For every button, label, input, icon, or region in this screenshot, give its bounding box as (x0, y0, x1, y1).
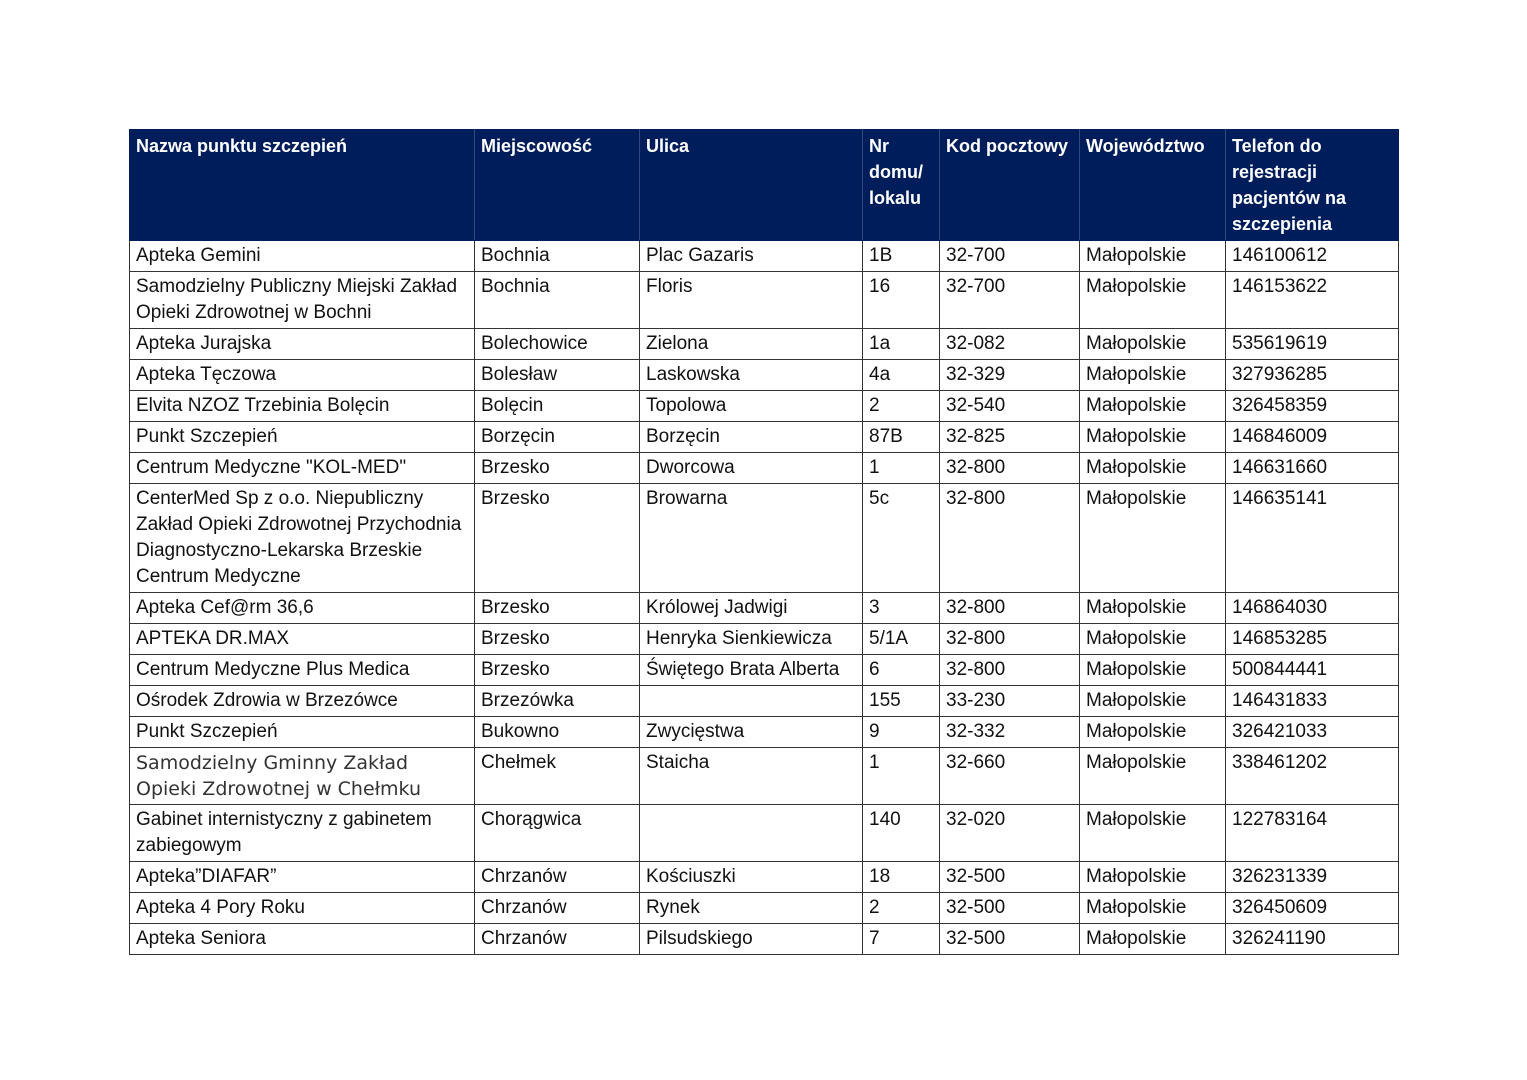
cell-wojewodztwo: Małopolskie (1080, 484, 1226, 593)
table-row (130, 624, 1399, 655)
cell-miejscowosc: Bolesław (475, 360, 640, 391)
cell-nazwa: Apteka Cef@rm 36,6 (130, 593, 475, 624)
cell-wojewodztwo: Małopolskie (1080, 748, 1226, 805)
cell-nr-domu: 1a (863, 329, 940, 360)
cell-kod-pocztowy: 32-700 (940, 272, 1080, 329)
cell-telefon: 500844441 (1226, 655, 1399, 686)
table-row (130, 893, 1399, 924)
table-row (130, 655, 1399, 686)
cell-nr-domu: 5/1A (863, 624, 940, 655)
cell-miejscowosc: Brzesko (475, 593, 640, 624)
cell-miejscowosc: Brzesko (475, 624, 640, 655)
table-row (130, 453, 1399, 484)
cell-nazwa: Apteka Tęczowa (130, 360, 475, 391)
cell-kod-pocztowy: 32-825 (940, 422, 1080, 453)
cell-telefon: 535619619 (1226, 329, 1399, 360)
cell-miejscowosc: Bochnia (475, 272, 640, 329)
cell-kod-pocztowy: 33-230 (940, 686, 1080, 717)
cell-nr-domu: 4a (863, 360, 940, 391)
cell-miejscowosc: Borzęcin (475, 422, 640, 453)
table-row (130, 593, 1399, 624)
cell-nazwa: Centrum Medyczne "KOL-MED" (130, 453, 475, 484)
header-wojewodztwo: Województwo (1080, 130, 1226, 241)
cell-ulica: Pilsudskiego (640, 924, 863, 955)
table-row (130, 329, 1399, 360)
cell-miejscowosc: Chorągwica (475, 805, 640, 862)
cell-nr-domu: 1 (863, 748, 940, 805)
cell-ulica: Kościuszki (640, 862, 863, 893)
cell-kod-pocztowy: 32-800 (940, 484, 1080, 593)
cell-ulica: Królowej Jadwigi (640, 593, 863, 624)
cell-kod-pocztowy: 32-500 (940, 893, 1080, 924)
cell-wojewodztwo: Małopolskie (1080, 593, 1226, 624)
cell-ulica: Dworcowa (640, 453, 863, 484)
cell-nr-domu: 7 (863, 924, 940, 955)
cell-kod-pocztowy: 32-800 (940, 624, 1080, 655)
cell-wojewodztwo: Małopolskie (1080, 272, 1226, 329)
cell-ulica: Plac Gazaris (640, 241, 863, 272)
cell-nazwa: Punkt Szczepień (130, 717, 475, 748)
cell-miejscowosc: Chrzanów (475, 924, 640, 955)
table-row (130, 717, 1399, 748)
cell-telefon: 146864030 (1226, 593, 1399, 624)
cell-ulica: Henryka Sienkiewicza (640, 624, 863, 655)
cell-kod-pocztowy: 32-800 (940, 655, 1080, 686)
cell-ulica: Browarna (640, 484, 863, 593)
cell-ulica: Rynek (640, 893, 863, 924)
cell-miejscowosc: Bolęcin (475, 391, 640, 422)
cell-nazwa: Apteka”DIAFAR” (130, 862, 475, 893)
cell-ulica: Topolowa (640, 391, 863, 422)
cell-kod-pocztowy: 32-500 (940, 924, 1080, 955)
table-row (130, 924, 1399, 955)
cell-nr-domu: 2 (863, 893, 940, 924)
cell-kod-pocztowy: 32-800 (940, 453, 1080, 484)
cell-telefon: 326450609 (1226, 893, 1399, 924)
cell-nazwa: Ośrodek Zdrowia w Brzezówce (130, 686, 475, 717)
cell-wojewodztwo: Małopolskie (1080, 422, 1226, 453)
cell-telefon: 146635141 (1226, 484, 1399, 593)
vaccination-points-table (129, 129, 1399, 955)
cell-kod-pocztowy: 32-540 (940, 391, 1080, 422)
cell-miejscowosc: Bukowno (475, 717, 640, 748)
cell-nazwa: Samodzielny Gminny Zakład Opieki Zdrowotnej w Chełmku (130, 748, 475, 805)
cell-ulica: Floris (640, 272, 863, 329)
header-miejscowosc: Miejscowość (475, 130, 640, 241)
cell-nazwa: Punkt Szczepień (130, 422, 475, 453)
cell-telefon: 326458359 (1226, 391, 1399, 422)
table-row (130, 484, 1399, 593)
cell-nazwa: APTEKA DR.MAX (130, 624, 475, 655)
table-row (130, 862, 1399, 893)
cell-wojewodztwo: Małopolskie (1080, 453, 1226, 484)
table-row (130, 805, 1399, 862)
cell-kod-pocztowy: 32-660 (940, 748, 1080, 805)
table-row (130, 686, 1399, 717)
header-telefon: Telefon do rejestracji pacjentów na szczepienia (1226, 130, 1399, 241)
table-row (130, 748, 1399, 805)
cell-miejscowosc: Bochnia (475, 241, 640, 272)
header-nazwa: Nazwa punktu szczepień (130, 130, 475, 241)
cell-telefon: 326241190 (1226, 924, 1399, 955)
cell-ulica: Zwycięstwa (640, 717, 863, 748)
cell-kod-pocztowy: 32-082 (940, 329, 1080, 360)
cell-wojewodztwo: Małopolskie (1080, 717, 1226, 748)
cell-wojewodztwo: Małopolskie (1080, 655, 1226, 686)
cell-nr-domu: 5c (863, 484, 940, 593)
cell-nr-domu: 140 (863, 805, 940, 862)
cell-nr-domu: 9 (863, 717, 940, 748)
cell-nazwa: Elvita NZOZ Trzebinia Bolęcin (130, 391, 475, 422)
header-ulica: Ulica (640, 130, 863, 241)
header-row (130, 130, 1399, 241)
cell-nazwa: Apteka Jurajska (130, 329, 475, 360)
cell-telefon: 146631660 (1226, 453, 1399, 484)
cell-nr-domu: 155 (863, 686, 940, 717)
cell-ulica (640, 805, 863, 862)
cell-miejscowosc: Chełmek (475, 748, 640, 805)
cell-nr-domu: 16 (863, 272, 940, 329)
cell-telefon: 146153622 (1226, 272, 1399, 329)
cell-nazwa: Apteka 4 Pory Roku (130, 893, 475, 924)
cell-nr-domu: 2 (863, 391, 940, 422)
cell-wojewodztwo: Małopolskie (1080, 624, 1226, 655)
cell-kod-pocztowy: 32-700 (940, 241, 1080, 272)
cell-telefon: 122783164 (1226, 805, 1399, 862)
cell-wojewodztwo: Małopolskie (1080, 862, 1226, 893)
cell-wojewodztwo: Małopolskie (1080, 805, 1226, 862)
header-kod-pocztowy: Kod pocztowy (940, 130, 1080, 241)
cell-telefon: 146846009 (1226, 422, 1399, 453)
table-row (130, 422, 1399, 453)
cell-nazwa: Centrum Medyczne Plus Medica (130, 655, 475, 686)
cell-miejscowosc: Chrzanów (475, 893, 640, 924)
cell-nr-domu: 6 (863, 655, 940, 686)
cell-nr-domu: 1B (863, 241, 940, 272)
header-nr-domu: Nr domu/ lokalu (863, 130, 940, 241)
cell-kod-pocztowy: 32-332 (940, 717, 1080, 748)
cell-miejscowosc: Brzesko (475, 655, 640, 686)
cell-wojewodztwo: Małopolskie (1080, 241, 1226, 272)
cell-miejscowosc: Chrzanów (475, 862, 640, 893)
cell-kod-pocztowy: 32-020 (940, 805, 1080, 862)
table-header (130, 130, 1399, 241)
cell-telefon: 338461202 (1226, 748, 1399, 805)
cell-ulica: Borzęcin (640, 422, 863, 453)
cell-telefon: 146100612 (1226, 241, 1399, 272)
table-row (130, 272, 1399, 329)
cell-telefon: 326231339 (1226, 862, 1399, 893)
cell-miejscowosc: Brzesko (475, 484, 640, 593)
cell-wojewodztwo: Małopolskie (1080, 686, 1226, 717)
cell-nazwa: Apteka Gemini (130, 241, 475, 272)
cell-miejscowosc: Bolechowice (475, 329, 640, 360)
table-row (130, 360, 1399, 391)
cell-nr-domu: 87B (863, 422, 940, 453)
cell-wojewodztwo: Małopolskie (1080, 329, 1226, 360)
cell-kod-pocztowy: 32-800 (940, 593, 1080, 624)
cell-miejscowosc: Brzesko (475, 453, 640, 484)
cell-ulica: Staicha (640, 748, 863, 805)
cell-wojewodztwo: Małopolskie (1080, 924, 1226, 955)
table-row (130, 391, 1399, 422)
cell-wojewodztwo: Małopolskie (1080, 391, 1226, 422)
cell-telefon: 327936285 (1226, 360, 1399, 391)
cell-nazwa: Apteka Seniora (130, 924, 475, 955)
cell-nr-domu: 1 (863, 453, 940, 484)
cell-wojewodztwo: Małopolskie (1080, 360, 1226, 391)
cell-ulica: Laskowska (640, 360, 863, 391)
cell-kod-pocztowy: 32-329 (940, 360, 1080, 391)
cell-nazwa: Gabinet internistyczny z gabinetem zabiegowym (130, 805, 475, 862)
cell-wojewodztwo: Małopolskie (1080, 893, 1226, 924)
cell-miejscowosc: Brzezówka (475, 686, 640, 717)
cell-ulica (640, 686, 863, 717)
cell-nr-domu: 3 (863, 593, 940, 624)
cell-nazwa: Samodzielny Publiczny Miejski Zakład Opieki Zdrowotnej w Bochni (130, 272, 475, 329)
cell-nr-domu: 18 (863, 862, 940, 893)
cell-telefon: 326421033 (1226, 717, 1399, 748)
cell-nazwa: CenterMed Sp z o.o. Niepubliczny Zakład Opieki Zdrowotnej Przychodnia Diagnostyczno-Lekarska Brzeskie Centrum Medyczne (130, 484, 475, 593)
table-row (130, 241, 1399, 272)
cell-kod-pocztowy: 32-500 (940, 862, 1080, 893)
cell-telefon: 146853285 (1226, 624, 1399, 655)
cell-ulica: Świętego Brata Alberta (640, 655, 863, 686)
cell-telefon: 146431833 (1226, 686, 1399, 717)
cell-ulica: Zielona (640, 329, 863, 360)
table-body (130, 241, 1399, 955)
